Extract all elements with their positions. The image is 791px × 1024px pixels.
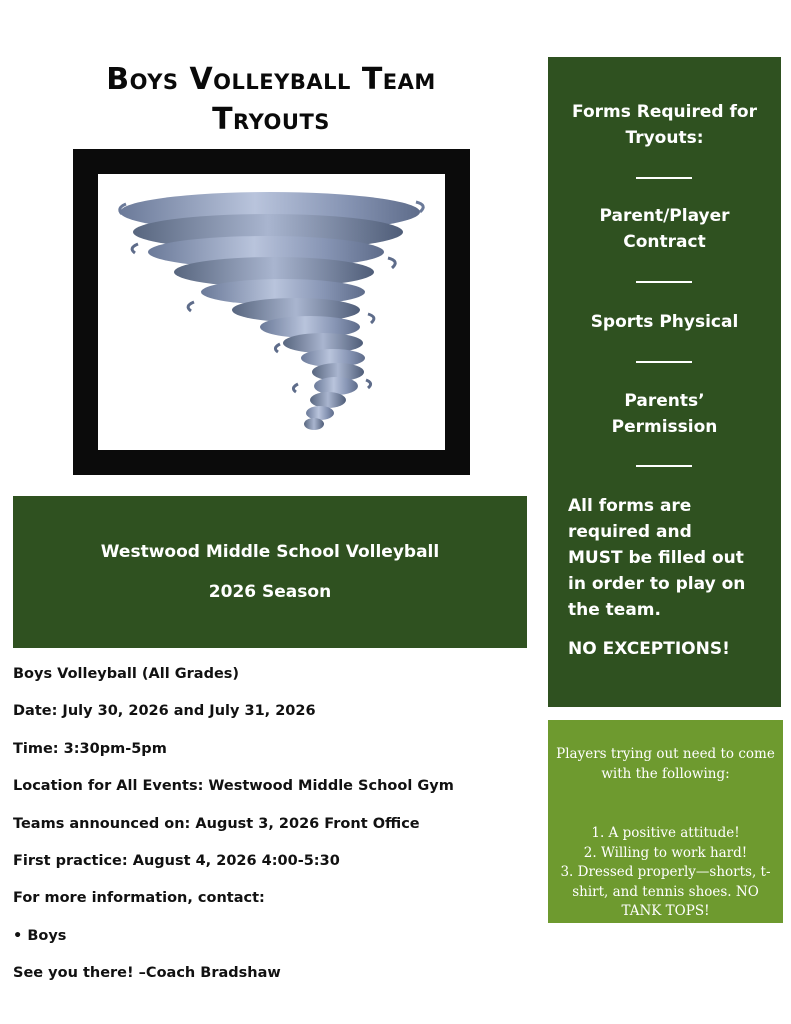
requirements-intro: Players trying out need to come with the following: <box>556 746 775 782</box>
divider <box>636 281 692 283</box>
form3-line-2: Permission <box>611 417 718 437</box>
detail-date: Date: July 30, 2026 and July 31, 2026 <box>13 703 316 720</box>
notice-line: MUST be filled out <box>568 548 744 568</box>
form-parents-permission <box>548 388 781 440</box>
banner-season: 2026 Season <box>208 582 332 602</box>
form-sports-physical: Sports Physical <box>590 312 739 332</box>
requirement-item: 3. Dressed properly—shorts, t-shirt, and tennis shoes. NO TANK TOPS! <box>560 864 771 919</box>
forms-required-panel <box>548 57 781 707</box>
tornado-picture-frame <box>73 149 470 475</box>
detail-time: Time: 3:30pm-5pm <box>13 740 167 757</box>
form3-line-1: Parents’ <box>624 391 705 411</box>
tornado-icon <box>98 174 445 450</box>
detail-grades: Boys Volleyball (All Grades) <box>13 666 240 682</box>
forms-heading-line-2: Tryouts: <box>625 128 704 148</box>
forms-heading <box>548 99 781 151</box>
school-season-banner <box>13 496 527 648</box>
detail-signoff: See you there! –Coach Bradshaw <box>13 965 281 982</box>
tryout-details <box>13 662 533 999</box>
title-line-2: Tryouts <box>212 102 330 137</box>
notice-line: the team. <box>568 600 661 620</box>
title-line-1: Boys Volleyball Team <box>106 62 436 97</box>
notice-line: in order to play on <box>568 574 746 594</box>
requirements-list <box>552 824 779 922</box>
requirement-item: 2. Willing to work hard! <box>583 844 748 861</box>
tornado-picture <box>98 174 445 450</box>
notice-line: All forms are <box>568 496 692 516</box>
forms-heading-line-1: Forms Required for <box>572 102 757 122</box>
form-parent-player-contract <box>548 203 781 255</box>
divider <box>636 465 692 467</box>
banner-school: Westwood Middle School Volleyball <box>100 542 440 562</box>
notice-line: required and <box>568 522 692 542</box>
no-exceptions: NO EXCEPTIONS! <box>568 639 730 659</box>
detail-teams-announced: Teams announced on: August 3, 2026 Front Office <box>13 815 420 832</box>
flyer-title <box>40 60 502 140</box>
requirement-item: 1. A positive attitude! <box>591 825 740 841</box>
forms-notice <box>568 493 767 623</box>
divider <box>636 361 692 363</box>
detail-contact-bullet: • Boys <box>13 927 67 944</box>
player-requirements-box <box>548 720 783 923</box>
detail-contact: For more information, contact: <box>13 890 265 907</box>
detail-first-practice: First practice: August 4, 2026 4:00-5:30 <box>13 852 340 869</box>
form1-line-1: Parent/Player <box>599 206 730 226</box>
detail-location: Location for All Events: Westwood Middle School Gym <box>13 778 454 795</box>
form1-line-2: Contract <box>623 232 706 252</box>
divider <box>636 177 692 179</box>
